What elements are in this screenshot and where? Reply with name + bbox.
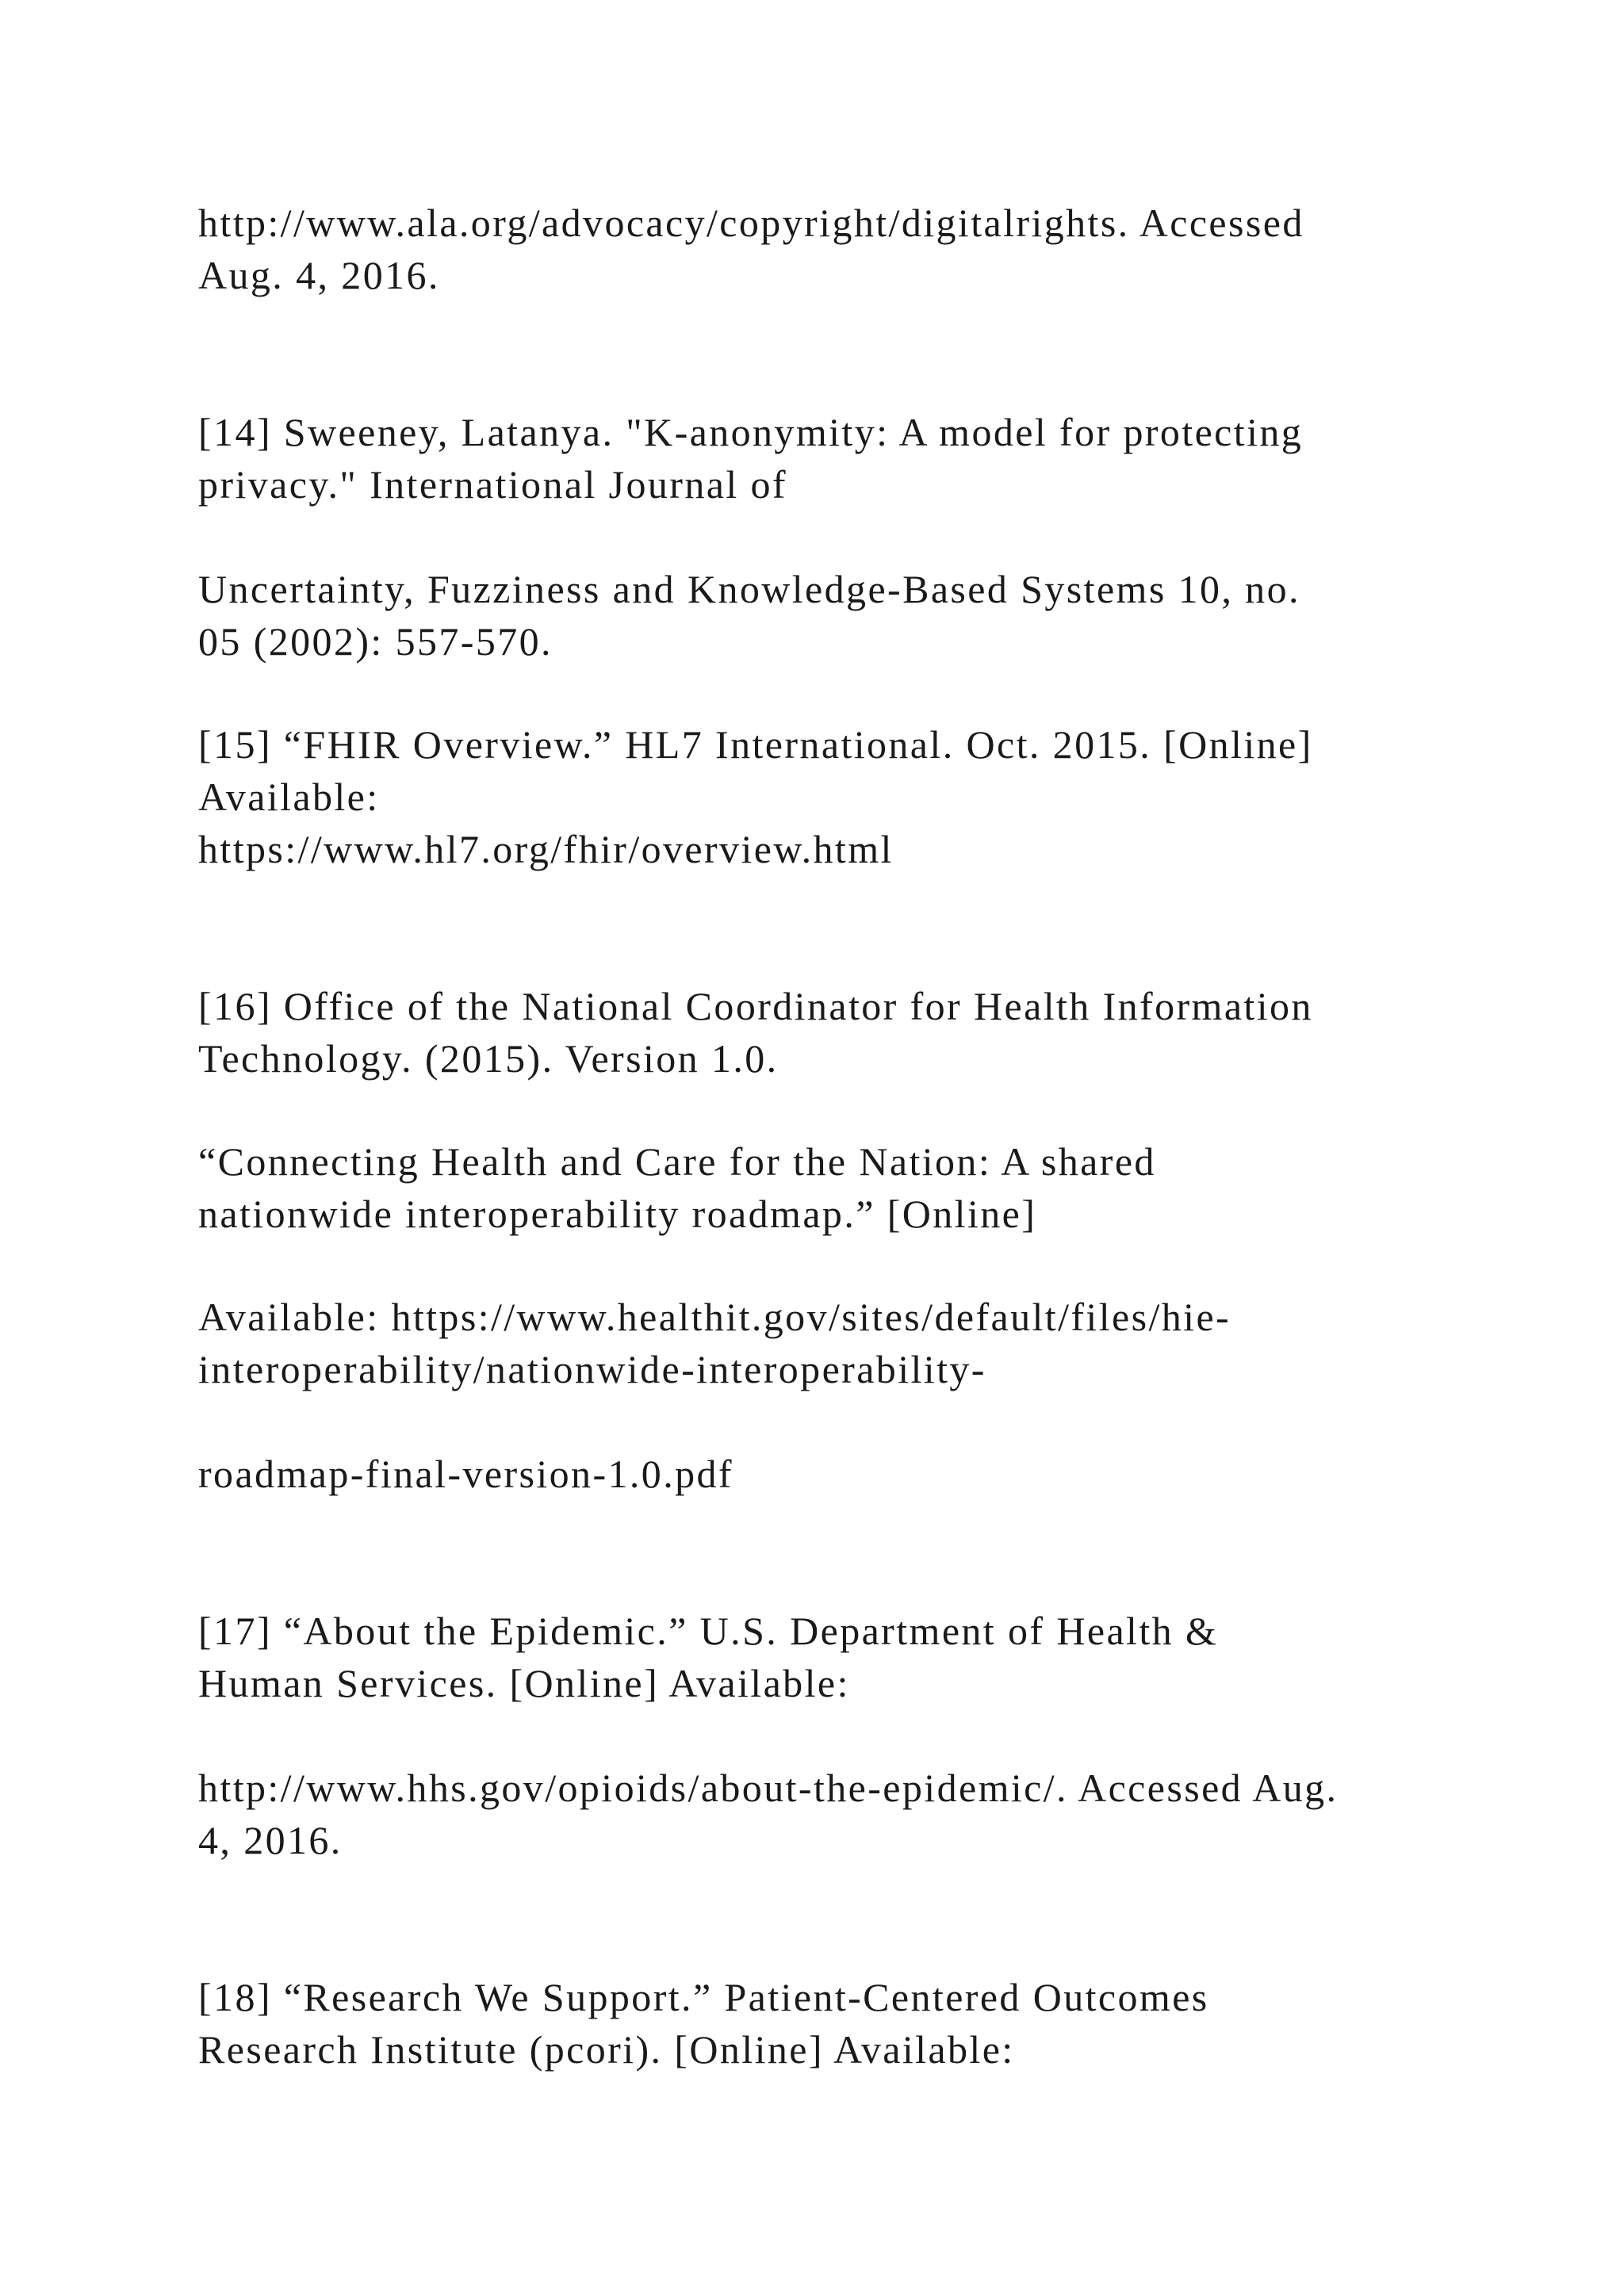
ref-17-line-4: 4, 2016. [198,1818,343,1862]
ref-16-line-2: Technology. (2015). Version 1.0. [198,1036,779,1081]
ref-17-line-3: http://www.hhs.gov/opioids/about-the-epidemic/. Accessed Aug. [198,1766,1339,1810]
ref-16-line-5: Available: https://www.healthit.gov/sites/default/files/hie- [198,1295,1231,1339]
ref-14-line-3: Uncertainty, Fuzziness and Knowledge-Based Systems 10, no. [198,567,1300,611]
ref-16-line-6: interoperability/nationwide-interoperability- [198,1347,986,1391]
ref-14-line-1: [14] Sweeney, Latanya. "K-anonymity: A model for protecting [198,410,1304,454]
ref-16-line-3: “Connecting Health and Care for the Nation: A shared [198,1139,1156,1184]
ref-13-line-1: http://www.ala.org/advocacy/copyright/digitalrights. Accessed [198,201,1304,245]
ref-18-line-1: [18] “Research We Support.” Patient-Centered Outcomes [198,1975,1209,2019]
ref-15-line-3: https://www.hl7.org/fhir/overview.html [198,827,894,871]
ref-15-line-2: Available: [198,775,380,819]
ref-17-line-2: Human Services. [Online] Available: [198,1661,850,1705]
ref-15-line-1: [15] “FHIR Overview.” HL7 International. Oct. 2015. [Online] [198,722,1313,767]
ref-13-line-2: Aug. 4, 2016. [198,253,440,297]
ref-16-line-4: nationwide interoperability roadmap.” [Online] [198,1192,1037,1236]
ref-14-line-4: 05 (2002): 557-570. [198,619,553,664]
ref-18-line-2: Research Institute (pcori). [Online] Available: [198,2027,1015,2072]
ref-16-line-1: [16] Office of the National Coordinator for Health Information [198,984,1313,1028]
ref-14-line-2: privacy." International Journal of [198,462,787,507]
ref-16-line-7: roadmap-final-version-1.0.pdf [198,1452,733,1496]
ref-17-line-1: [17] “About the Epidemic.” U.S. Department of Health & [198,1609,1219,1653]
